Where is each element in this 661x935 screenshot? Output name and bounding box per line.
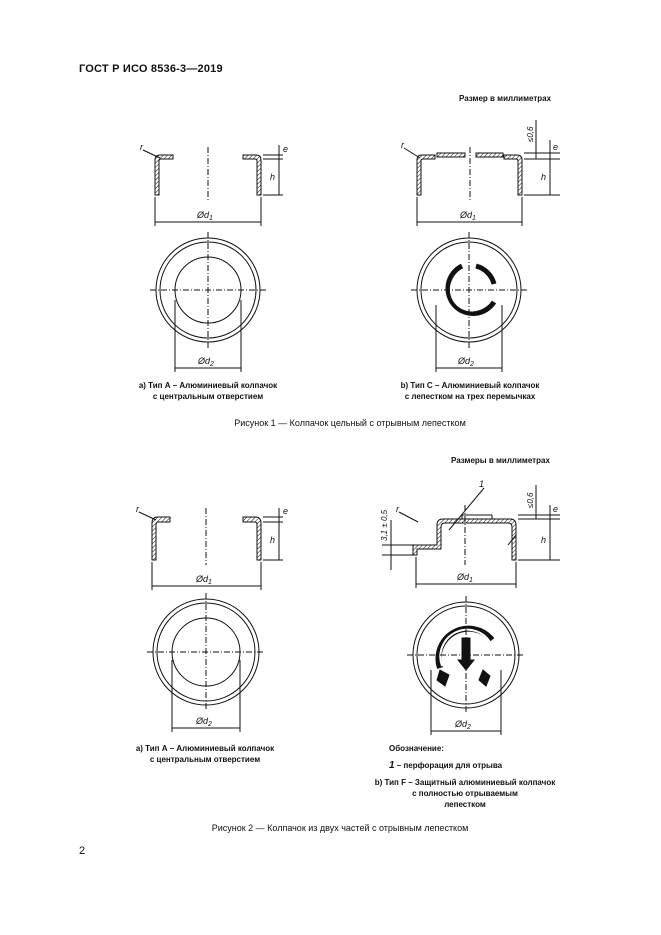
fig1a-h-label: h <box>270 172 276 182</box>
fig1a-caption-line1: а) Тип А – Алюминиевый колпачок <box>138 381 278 390</box>
fig2b-callout-label: 1 <box>479 479 485 489</box>
fig2b-d1-label: $Ød_1$ <box>457 572 473 584</box>
fig1a-r-label: r <box>140 142 143 152</box>
fig2a-caption <box>115 743 295 765</box>
fig2a-caption-line2: с центральным отверстием <box>149 755 261 764</box>
fig2a-r-label: r <box>136 504 139 514</box>
fig1a-e-label: e <box>283 144 289 154</box>
fig2a-side-view <box>139 508 283 590</box>
fig1b-tol-label: ≤0,6 <box>526 126 535 142</box>
legend-item-number: 1 <box>389 760 395 771</box>
fig1a-d2-label: $Ød_2$ <box>198 356 214 368</box>
legend-item <box>389 760 589 771</box>
document-header: ГОСТ Р ИСО 8536-3—2019 <box>79 63 223 75</box>
fig1a-top-view <box>150 232 266 372</box>
fig2b-caption <box>360 777 570 810</box>
fig2b-h-label: h <box>541 535 547 545</box>
fig2-units-note: Размеры в миллиметрах <box>451 456 550 465</box>
fig1b-r-label: r <box>401 140 404 150</box>
fig1a-caption <box>118 380 298 402</box>
fig2b-e-label: e <box>553 504 559 514</box>
fig2a-d2-label: $Ød_2$ <box>196 716 212 728</box>
fig1b-caption-line1: b) Тип C – Алюминиевый колпачок <box>400 381 540 390</box>
fig1b-d2-label: $Ød_2$ <box>458 356 474 368</box>
fig2b-caption-line2: с полностью отрываемым <box>412 789 518 798</box>
fig1b-e-label: e <box>553 142 559 152</box>
fig2b-caption-line3: лепестком <box>444 800 486 809</box>
fig2b-d2-label: $Ød_2$ <box>455 719 471 731</box>
fig1a-caption-line2: с центральным отверстием <box>152 392 264 401</box>
legend-item-text: – перфорация для отрыва <box>396 761 503 770</box>
fig2a-d1-label: $Ød_1$ <box>196 574 212 586</box>
fig2a-e-label: e <box>283 506 289 516</box>
fig2b-caption-line1: b) Тип F – Защитный алюминиевый колпачок <box>374 778 556 787</box>
fig2b-legend <box>389 743 589 771</box>
fig2-title: Рисунок 2 — Колпачок из двух частей с отрывным лепестком <box>211 823 469 833</box>
legend-heading: Обозначение: <box>389 744 444 753</box>
fig2a-top-view <box>147 593 265 732</box>
fig2b-tol-big-label: 3,1 ± 0,5 <box>380 509 389 541</box>
fig1a-d1-label: $Ød_1$ <box>197 210 213 222</box>
fig2b-tol-small-label: ≤0,6 <box>526 492 535 508</box>
fig2b-top-view <box>407 596 525 735</box>
fig1b-side-view <box>404 120 560 226</box>
fig1b-caption <box>375 380 565 402</box>
page-number: 2 <box>79 845 86 857</box>
fig2a-h-label: h <box>270 535 276 545</box>
fig1a-side-view <box>143 145 283 226</box>
fig2b-r-label: r <box>396 504 399 514</box>
fig1b-caption-line2: с лепестком на трех перемычках <box>404 392 536 401</box>
fig1-title: Рисунок 1 — Колпачок цельный с отрывным лепестком <box>234 418 466 428</box>
fig2a-caption-line1: а) Тип А – Алюминиевый колпачок <box>135 744 275 753</box>
fig1b-d1-label: $Ød_1$ <box>460 210 476 222</box>
fig1b-h-label: h <box>541 172 547 182</box>
fig1-units-note: Размер в миллиметрах <box>459 94 552 103</box>
fig1b-top-view <box>411 232 527 372</box>
